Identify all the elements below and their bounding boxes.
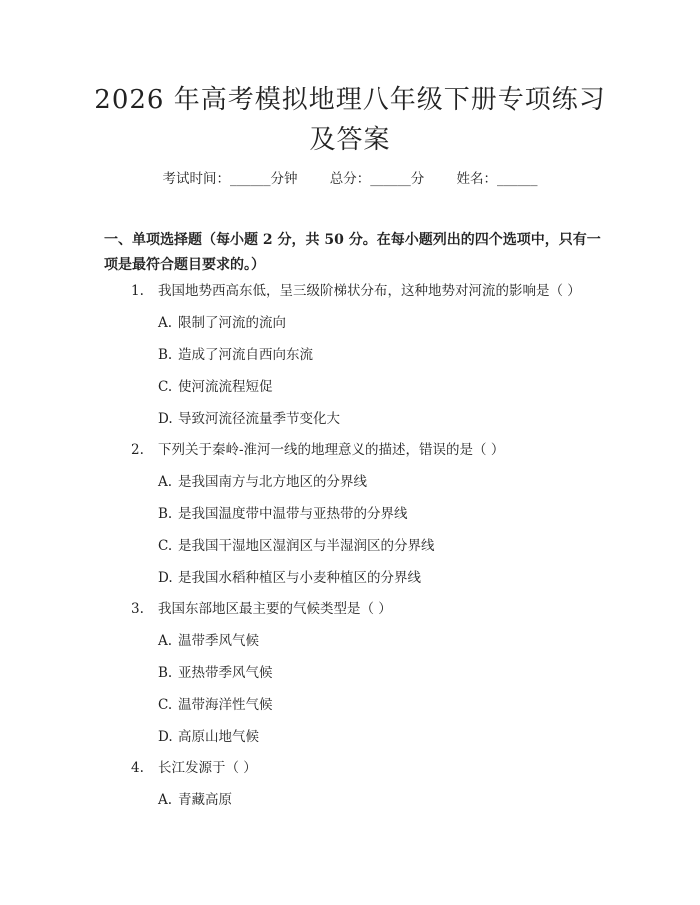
option-3a: [158, 632, 598, 650]
option-text: 限制了河流的流向: [178, 315, 286, 331]
question-3: [131, 600, 611, 618]
question-text: 我国地势西高东低，呈三级阶梯状分布，这种地势对河流的影响是（ ）: [158, 283, 581, 299]
option-letter: B.: [158, 347, 173, 363]
option-text: 是我国干湿地区湿润区与半湿润区的分界线: [178, 538, 435, 554]
option-text: 温带季风气候: [178, 633, 259, 649]
option-1b: [158, 346, 598, 364]
option-text: 是我国温度带中温带与亚热带的分界线: [178, 506, 408, 522]
option-letter: A.: [158, 474, 173, 490]
option-4a: [158, 791, 598, 809]
option-text: 导致河流径流量季节变化大: [178, 411, 340, 427]
question-number: 1.: [131, 283, 144, 299]
student-name-field: 姓名：______: [456, 171, 538, 187]
option-letter: C.: [158, 697, 173, 713]
option-letter: A.: [158, 315, 173, 331]
option-3b: [158, 664, 598, 682]
question-number: 3.: [131, 601, 144, 617]
option-text: 高原山地气候: [178, 729, 259, 745]
option-1d: [158, 410, 598, 428]
option-3c: [158, 696, 598, 714]
exam-info-line: [0, 170, 700, 188]
question-4: [131, 759, 611, 777]
option-text: 造成了河流自西向东流: [178, 347, 313, 363]
option-2a: [158, 473, 598, 491]
option-text: 温带海洋性气候: [178, 697, 273, 713]
option-1a: [158, 314, 598, 332]
question-text: 长江发源于（ ）: [158, 760, 257, 776]
option-2c: [158, 537, 598, 555]
option-letter: C.: [158, 379, 173, 395]
option-text: 青藏高原: [178, 792, 232, 808]
option-letter: D.: [158, 729, 173, 745]
question-2: [131, 441, 611, 459]
option-text: 是我国水稻种植区与小麦种植区的分界线: [178, 570, 421, 586]
option-text: 使河流流程短促: [178, 379, 273, 395]
option-3d: [158, 728, 598, 746]
option-letter: A.: [158, 792, 173, 808]
section-heading: 一、单项选择题（每小题 2 分，共 50 分。在每小题列出的四个选项中，只有一项是最符合题目要求的。）: [104, 232, 601, 273]
question-1: [131, 282, 611, 300]
total-score-field: 总分：______分: [329, 171, 425, 187]
document-title: 2026 年高考模拟地理八年级下册专项练习及答案: [94, 85, 606, 155]
option-letter: D.: [158, 570, 173, 586]
question-number: 2.: [131, 442, 144, 458]
question-text: 下列关于秦岭-淮河一线的地理意义的描述，错误的是（ ）: [158, 442, 505, 458]
exam-time-field: 考试时间：______分钟: [162, 171, 298, 187]
option-letter: C.: [158, 538, 173, 554]
option-letter: D.: [158, 411, 173, 427]
question-number: 4.: [131, 760, 144, 776]
option-letter: B.: [158, 665, 173, 681]
option-text: 亚热带季风气候: [178, 665, 273, 681]
option-text: 是我国南方与北方地区的分界线: [178, 474, 367, 490]
option-2d: [158, 569, 598, 587]
option-2b: [158, 505, 598, 523]
option-letter: B.: [158, 506, 173, 522]
question-text: 我国东部地区最主要的气候类型是（ ）: [158, 601, 392, 617]
option-1c: [158, 378, 598, 396]
option-letter: A.: [158, 633, 173, 649]
